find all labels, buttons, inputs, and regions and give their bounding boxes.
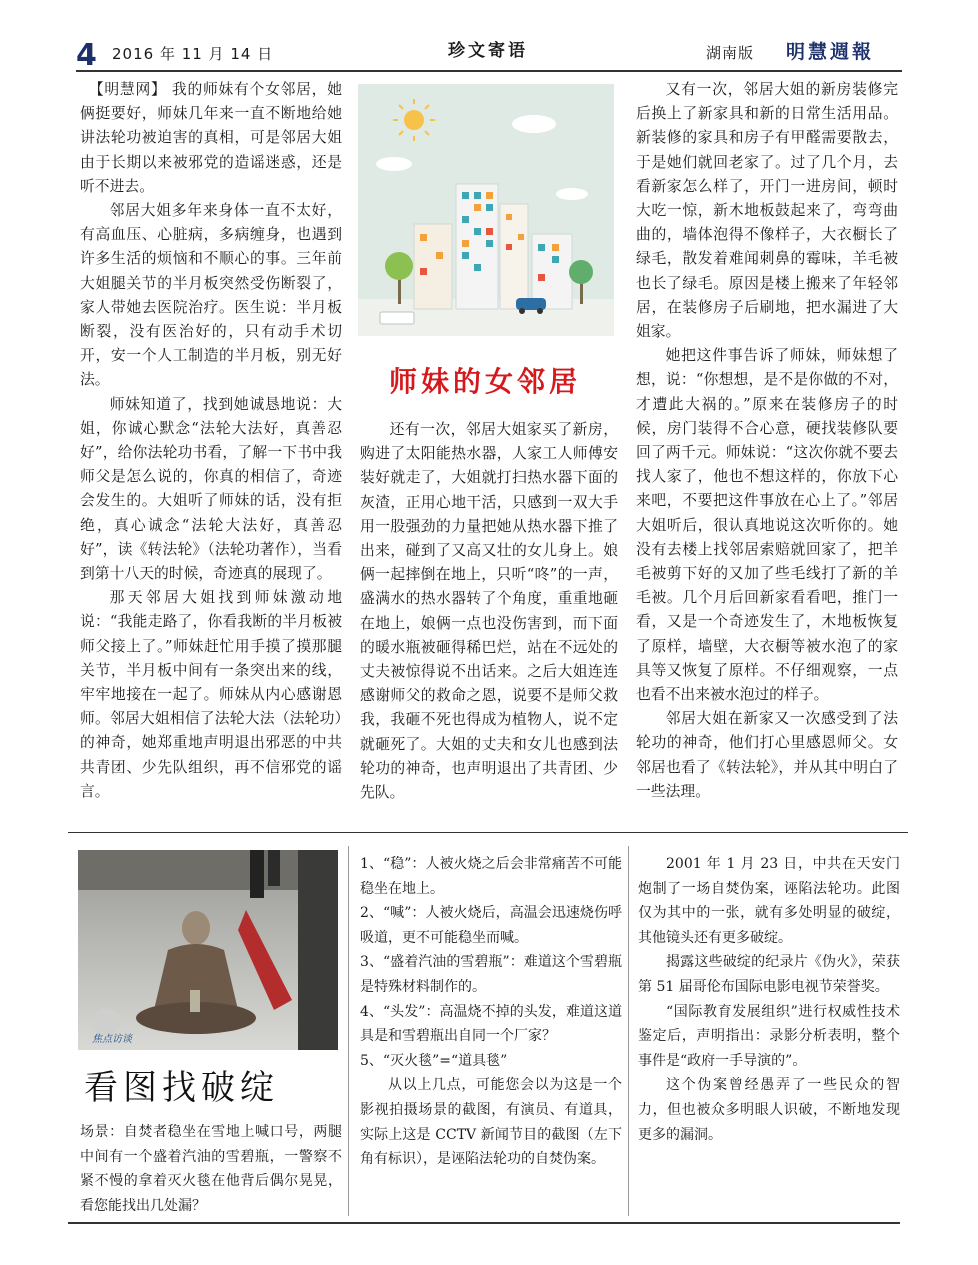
city-illustration: [358, 84, 614, 336]
section-divider: [68, 832, 908, 833]
column-divider: [628, 846, 629, 1216]
self-immolation-photo: [78, 850, 338, 1050]
photo-graphic: [78, 850, 338, 1050]
city-illustration-graphic: [358, 84, 614, 336]
paragraph: 师妹知道了，找到她诚恳地说：大姐，你诚心默念“法轮大法好，真善忍好”，给你法轮功书看，了解一下书中我师父是怎么说的，你真的相信了，奇迹会发生的。大姐听了师妹的话，没有拒绝，真心诚念“法轮大法好，真善忍好”，读《转法轮》（法轮功著作），当看到第十八天的时候，奇迹真的展现了。: [80, 395, 342, 583]
paragraph: 2001 年 1 月 23 日，中共在天安门炮制了一场自焚伪案，诬陷法轮功。此图仅为其中的一张，就有多处明显的破绽，其他镜头还有更多破绽。: [638, 856, 900, 946]
paragraph: 那天邻居大姐找到师妹激动地说：“我能走路了，你看我断的半月板被师父接上了。”师妹赶忙用手摸了摸那腿关节，半月板中间有一条突出来的线，牢牢地接在一起了。师妹从内心感谢恩师。邻居大姐相信了法轮大法（法轮功）的神奇，她郑重地声明退出邪恶的中共共青团、少先队组织，再不信邪党的谣言。: [80, 589, 342, 800]
flaw-list: [360, 852, 622, 1172]
paragraph: “国际教育发展组织”进行权威性技术鉴定后，声明指出：录影分析表明，整个事件是“政府一手导演的”。: [638, 1003, 900, 1069]
masthead-logo: 明慧週報: [786, 41, 875, 63]
edition-label: 湖南版: [706, 44, 755, 62]
issue-date: 2016 年 11 月 14 日: [112, 45, 274, 63]
list-item: 2、“喊”：人被火烧后，高温会迅速烧伤呼吸道，更不可能稳坐而喊。: [360, 905, 622, 946]
background-notes: [638, 852, 900, 1147]
paragraph: 她把这件事告诉了师妹，师妹想了想，说：“你想想，是不是你做的不对，才遭此大祸的。”原来在装修房子的时候，房门装得不合心意，硬找装修队要回了两千元。师妹说：“这次你就不要去找人家了，他也不想这样的，你放下心来吧，不要把这件事放在心上了。”邻居大姐听后，很认真地说这次听你的。她没有去楼上找邻居索赔就回家了，把羊毛被剪下好的又加了些毛线打了新的羊毛被。几个月后回新家看看吧，推门一看，又是一个奇迹发生了，木地板恢复了原样，墙壁，大衣橱等被水泡了的家具等又恢复了原样。不仔细观察，一点也看不出来被水泡过的样子。: [636, 347, 898, 704]
article-title: 师妹的女邻居: [388, 365, 581, 398]
footer-rule: [68, 1222, 900, 1224]
page-number: 4: [76, 38, 97, 73]
section-title: 珍文寄语: [448, 41, 528, 61]
header-rule: [76, 70, 902, 72]
list-item: 5、“灭火毯”=“道具毯”: [360, 1052, 508, 1069]
paragraph: 揭露这些破绽的纪录片《伪火》，荣获第 51 届哥伦布国际电影电视节荣誉奖。: [638, 954, 900, 995]
list-item: 1、“稳”：人被火烧之后会非常痛苦不可能稳坐在地上。: [360, 856, 622, 897]
paragraph: 还有一次，邻居大姐家买了新房，购进了太阳能热水器，人家工人师傅安装好就走了，大姐就打扫热水器下面的灰渣，正用心地干活，只感到一双大手用一股强劲的力量把她从热水器下推了出来，碰到了又高又壮的女儿身上。娘俩一起摔倒在地上，只听“咚”的一声，盛满水的热水器转了个角度，重重地砸在地上，娘俩一点也没伤害到，而下面的暖水瓶被砸得稀巴烂，站在不远处的丈夫被惊得说不出话来。之后大姐连连感谢师父的救命之恩，说要不是师父救我，我砸不死也得成为植物人，说不定就砸死了。大姐的丈夫和女儿也感到法轮功的神奇，也声明退出了共青团、少先队。: [360, 421, 618, 802]
photo-caption: [80, 1120, 342, 1218]
caption-text: 场景：自焚者稳坐在雪地上喊口号，两腿中间有一个盛着汽油的雪碧瓶，一警察不紧不慢的拿着灭火毯在他背后偶尔晃晃，看您能找出几处漏？: [80, 1124, 342, 1214]
paragraph: 【明慧网】 我的师妹有个女邻居，她俩挺要好，师妹几年来一直不断地给她讲法轮功被迫害的真相，可是邻居大姐由于长期以来被邪党的造谣迷惑，还是听不进去。: [80, 81, 342, 195]
column-divider: [348, 846, 349, 1216]
paragraph: 这个伪案曾经愚弄了一些民众的智力，但也被众多明眼人识破，不断地发现更多的漏洞。: [638, 1077, 900, 1143]
article-column-3: [636, 78, 898, 804]
bottom-section-title: 看图找破绽: [84, 1068, 279, 1108]
list-item: 3、“盛着汽油的雪碧瓶”：难道这个雪碧瓶是特殊材料制作的。: [360, 954, 622, 995]
article-column-2: [360, 418, 618, 805]
photo-logo: 焦点访谈: [92, 1034, 132, 1045]
paragraph: 邻居大姐多年来身体一直不太好，有高血压、心脏病，多病缠身，也遇到许多生活的烦恼和不顺心的事。三年前大姐腿关节的半月板突然受伤断裂了，家人带她去医院治疗。医生说：半月板断裂，没有医治好的，只有动手术切开，安一个人工制造的半月板，别无好法。: [80, 202, 342, 389]
paragraph: 又有一次，邻居大姐的新房装修完后换上了新家具和新的日常生活用品。新装修的家具和房子有甲醛需要散去，于是她们就回老家了。过了几个月，去看新家怎么样了，开门一进房间，顿时大吃一惊，新木地板鼓起来了，弯弯曲曲的，墙体泡得不像样子，大衣橱长了绿毛，散发着难闻刺鼻的霉味，羊毛被也长了绿毛。原因是楼上搬来了年轻邻居，在装修房子后刷地，把水漏进了大姐家。: [636, 81, 898, 341]
paragraph: 从以上几点，可能您会以为这是一个影视拍摄场景的截图，有演员、有道具，实际上这是 CCTV 新闻节目的截图（左下角有标识），是诬陷法轮功的自焚伪案。: [360, 1077, 622, 1168]
article-column-1: [80, 78, 342, 804]
list-item: 4、“头发”：高温烧不掉的头发，难道这道具是和雪碧瓶出自同一个厂家？: [360, 1003, 622, 1045]
paragraph: 邻居大姐在新家又一次感受到了法轮功的神奇，他们打心里感恩师父。女邻居也看了《转法轮》，并从其中明白了一些法理。: [636, 710, 898, 800]
